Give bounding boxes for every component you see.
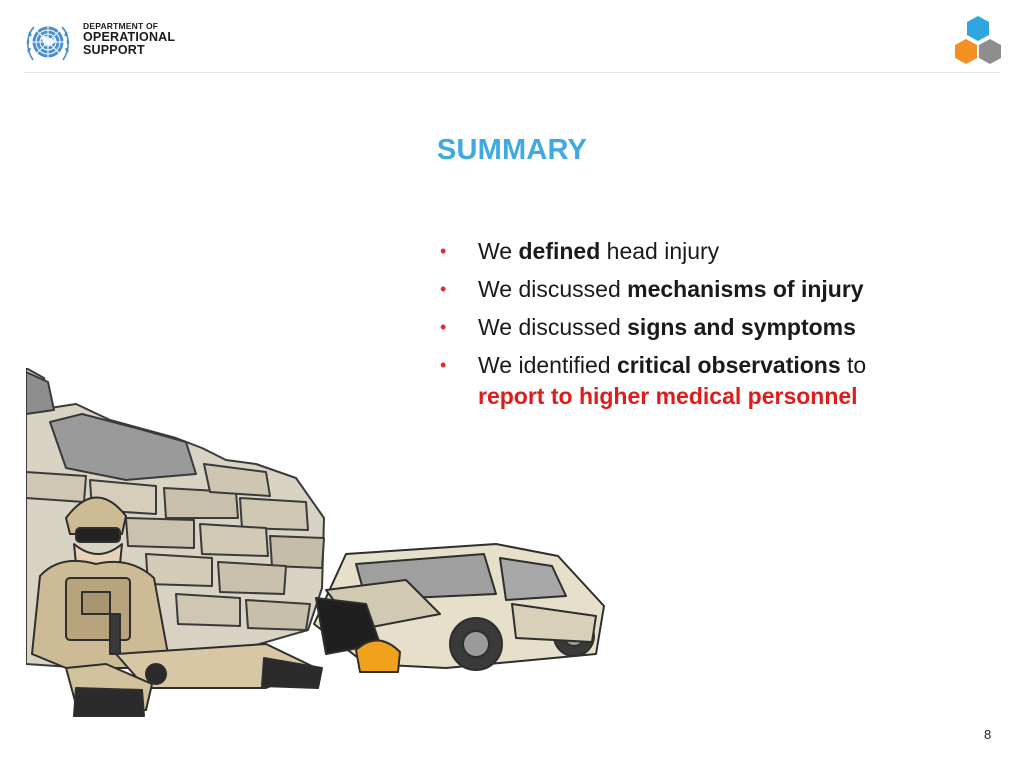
page-number: 8 xyxy=(984,727,992,742)
bullet-item xyxy=(440,312,980,343)
bullet-dot-icon: • xyxy=(440,317,447,337)
bullet-text-pre: We identified xyxy=(478,352,617,378)
bullet-text-bold: critical observations xyxy=(616,352,841,378)
bullet-emphasis-text: report to higher medical personnel xyxy=(478,383,858,409)
bullet-text-post: to xyxy=(840,352,867,378)
hexagon-logo-icon xyxy=(950,14,1006,66)
wrecked-vehicle-illustration xyxy=(314,544,604,672)
bullet-text-pre: We discussed xyxy=(478,276,628,302)
bullet-text-bold: mechanisms of injury xyxy=(627,276,864,302)
header-divider xyxy=(24,72,1000,73)
bullet-item xyxy=(440,274,980,305)
department-line2: OPERATIONAL xyxy=(83,29,176,44)
bullet-dot-icon: • xyxy=(440,355,447,375)
bullet-dot-icon: • xyxy=(440,279,447,299)
department-line3: SUPPORT xyxy=(83,43,145,58)
bullet-dot-icon: • xyxy=(440,241,447,261)
un-emblem-icon xyxy=(24,20,72,66)
bullet-text-bold: signs and symptoms xyxy=(627,314,856,340)
injured-soldier-and-wrecked-vehicle-icon xyxy=(26,368,616,723)
department-line1: DEPARTMENT OF xyxy=(83,21,159,31)
bullet-text-pre: We discussed xyxy=(478,314,628,340)
department-name xyxy=(83,22,175,57)
bullet-item xyxy=(440,236,980,267)
slide-title: SUMMARY xyxy=(436,134,588,166)
bullet-text-bold: defined xyxy=(518,238,601,264)
header-logo xyxy=(24,20,204,68)
bullet-text-pre: We xyxy=(478,238,519,264)
bullet-text-post: head injury xyxy=(600,238,720,264)
